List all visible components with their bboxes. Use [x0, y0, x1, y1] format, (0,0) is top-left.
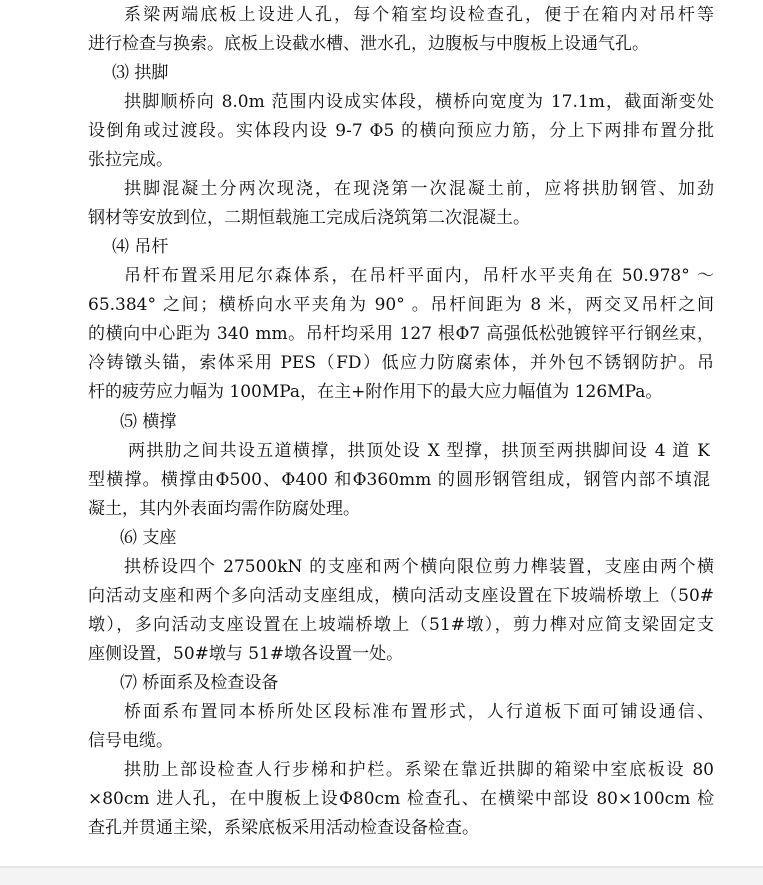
section-heading: ⑶ 拱脚: [112, 63, 169, 83]
text-line: 桥面系布置同本桥所处区段标准布置形式，人行道板下面可铺设通信、: [124, 702, 714, 722]
text-line: 系梁两端底板上设进人孔，每个箱室均设检查孔，便于在箱内对吊杆等: [124, 5, 714, 25]
text-line: 65.384° 之间；横桥向水平夹角为 90° 。吊杆间距为 8 米，两交叉吊杆之间: [88, 295, 714, 315]
text-line: 冷铸镦头锚，索体采用 PES（FD）低应力防腐索体，并外包不锈钢防护。吊: [88, 353, 714, 373]
section-heading: ⑺ 桥面系及检查设备: [120, 673, 279, 693]
text-line: 设倒角或过渡段。实体段内设 9-7 Φ5 的横向预应力筋，分上下两排布置分批: [88, 121, 714, 141]
text-line: 张拉完成。: [88, 150, 173, 170]
text-line: 型横撑。横撑由Φ500、Φ400 和Φ360mm 的圆形钢管组成，钢管内部不填混: [88, 470, 710, 490]
text-line: 拱桥设四个 27500kN 的支座和两个横向限位剪力榫装置，支座由两个横: [124, 557, 714, 577]
text-line: 吊杆布置采用尼尔森体系，在吊杆平面内，吊杆水平夹角在 50.978° ～: [124, 266, 714, 286]
text-line: 座侧设置，50#墩与 51#墩各设置一处。: [88, 644, 404, 664]
text-line: 钢材等安放到位，二期恒载施工完成后浇筑第二次混凝土。: [88, 208, 530, 228]
text-line: ×80cm 进人孔，在中腹板上设Φ80cm 检查孔、在横梁中部设 80×100cm 检: [88, 789, 714, 809]
text-line: 凝土，其内外表面均需作防腐处理。: [88, 499, 360, 519]
text-line: 拱脚顺桥向 8.0m 范围内设成实体段，横桥向宽度为 17.1m，截面渐变处: [124, 92, 714, 112]
text-line: 拱脚混凝土分两次现浇，在现浇第一次混凝土前，应将拱肋钢管、加劲: [124, 179, 714, 199]
section-heading: ⑸ 横撑: [120, 412, 177, 432]
text-line: 向活动支座和两个多向活动支座组成，横向活动支座设置在下坡端桥墩上（50#: [88, 586, 714, 606]
text-line: 信号电缆。: [88, 731, 173, 751]
text-line: 拱肋上部设检查人行步梯和护栏。系梁在靠近拱脚的箱梁中室底板设 80: [124, 760, 714, 780]
text-line: 的横向中心距为 340 mm。吊杆均采用 127 根Φ7 高强低松弛镀锌平行钢丝束，: [88, 324, 714, 344]
section-heading: ⑹ 支座: [120, 528, 177, 548]
text-line: 墩），多向活动支座设置在上坡端桥墩上（51#墩），剪力榫对应简支梁固定支: [88, 615, 714, 635]
section-heading: ⑷ 吊杆: [112, 237, 169, 257]
text-line: 杆的疲劳应力幅为 100MPa，在主+附作用下的最大应力幅值为 126MPa。: [88, 382, 663, 402]
text-line: 查孔并贯通主梁，系梁底板采用活动检查设备检查。: [88, 818, 479, 838]
text-line: 进行检查与换索。底板上设截水槽、泄水孔，边腹板与中腹板上设通气孔。: [88, 34, 649, 54]
text-line: 两拱肋之间共设五道横撑，拱顶处设 X 型撑，拱顶至两拱脚间设 4 道 K: [128, 441, 710, 461]
page-bottom-margin: [0, 868, 763, 885]
